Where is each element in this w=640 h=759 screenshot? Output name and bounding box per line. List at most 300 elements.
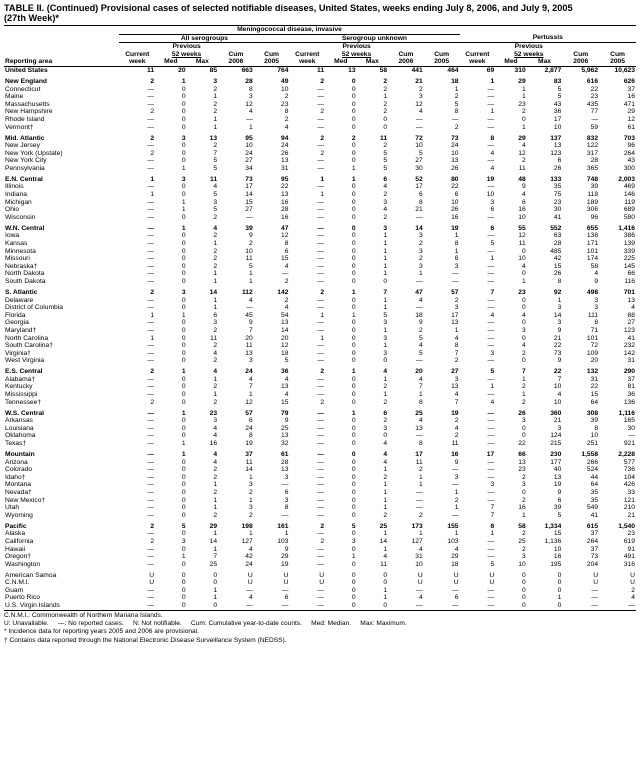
value-cell: 2 — [213, 473, 218, 481]
value-cell: 6 — [383, 409, 388, 417]
value-cell: 8 — [454, 342, 459, 350]
value-cell: — — [487, 458, 495, 466]
value-cell: U — [283, 579, 289, 587]
value-cell: 8 — [454, 108, 459, 116]
value-cell: 41 — [553, 213, 562, 221]
value-cell: 1,334 — [544, 522, 562, 530]
value-cell: 37 — [245, 451, 253, 458]
value-cell: 6 — [213, 311, 218, 319]
table-row — [4, 553, 636, 561]
value-cell: 1,540 — [618, 522, 635, 530]
value-cell: 701 — [623, 288, 635, 296]
value-cell: 2 — [320, 522, 325, 530]
value-cell: 2 — [150, 522, 155, 530]
table-row — [4, 116, 636, 124]
value-cell: 0 — [351, 123, 356, 131]
value-cell: 2 — [213, 511, 218, 519]
value-cell: U — [149, 571, 155, 579]
value-cell: 0 — [351, 432, 356, 440]
value-cell: 24 — [245, 368, 253, 376]
value-cell: — — [317, 488, 325, 496]
value-cell: 17 — [245, 183, 253, 191]
value-cell: 72 — [590, 342, 599, 350]
reporting-area-cell: New England — [5, 77, 47, 85]
table-row — [4, 489, 636, 497]
value-cell: 0 — [181, 262, 186, 270]
value-cell: 10 — [553, 398, 562, 406]
value-cell: 2 — [284, 115, 289, 123]
value-cell: 12 — [518, 149, 526, 157]
value-cell: 0 — [351, 100, 356, 108]
value-cell: 58 — [590, 262, 599, 270]
value-cell: 142 — [623, 349, 635, 357]
value-cell: 2,877 — [544, 66, 562, 74]
reporting-area-cell: Texas† — [5, 440, 27, 448]
table-title — [4, 3, 636, 23]
footnote-nedss: † Contains data reported through the National Electronic Disease Surveillance System (NEDSS). — [4, 636, 287, 644]
footnote-cnmi: C.N.M.I.: Commonwealth of Northern Mariana Islands. — [4, 611, 163, 619]
header-2005: 2005 — [424, 58, 460, 66]
value-cell: 2 — [249, 240, 253, 247]
value-cell: 20 — [178, 66, 186, 74]
value-cell: 0 — [351, 458, 356, 466]
value-cell: 921 — [623, 440, 635, 448]
value-cell: 290 — [623, 368, 635, 376]
disease-table — [4, 25, 636, 611]
table-row — [4, 512, 636, 520]
value-cell: — — [317, 262, 325, 270]
value-cell: 0 — [325, 602, 356, 610]
value-cell: 0 — [351, 149, 356, 157]
value-cell: 66 — [627, 270, 635, 278]
value-cell: 3 — [383, 198, 388, 206]
value-cell: 4 — [249, 594, 253, 602]
value-cell: 4 — [383, 206, 388, 214]
value-cell: 210 — [623, 504, 635, 512]
value-cell: 0 — [181, 398, 186, 406]
value-cell: — — [416, 496, 423, 504]
value-cell: 43 — [553, 100, 562, 108]
value-cell: 0 — [351, 224, 356, 232]
value-cell: U — [489, 571, 495, 579]
reporting-area-cell: Pennsylvania — [5, 164, 45, 172]
value-cell: 0 — [521, 488, 526, 496]
value-cell: 0 — [521, 432, 526, 440]
footnote-provisional: * Incidence data for reporting years 2005 and 2006 are provisional. — [4, 628, 200, 636]
value-cell: — — [119, 602, 155, 610]
value-cell: 0 — [357, 602, 388, 610]
value-cell: 122 — [586, 142, 599, 150]
value-cell: — — [591, 594, 599, 602]
value-cell: 36 — [627, 391, 635, 399]
region-row — [4, 135, 636, 143]
value-cell: 42 — [553, 255, 562, 263]
value-cell: 0 — [351, 304, 356, 312]
table-row — [4, 206, 636, 214]
value-cell: 1 — [181, 451, 186, 458]
table-row — [4, 538, 636, 546]
value-cell: — — [317, 545, 325, 553]
value-cell: 1 — [249, 277, 253, 285]
value-cell: 116 — [624, 277, 635, 285]
table-row — [4, 391, 636, 399]
value-cell: 61 — [627, 123, 635, 131]
value-cell: 52 — [415, 175, 423, 183]
value-cell: 2 — [320, 77, 325, 85]
value-cell: 5 — [557, 511, 562, 519]
header-2005: 2005 — [254, 58, 290, 66]
value-cell: — — [487, 85, 495, 93]
value-cell: — — [317, 304, 325, 312]
value-cell: 1 — [454, 232, 459, 240]
value-cell: 3 — [249, 357, 253, 365]
value-cell: 0 — [181, 93, 186, 101]
value-cell: 0 — [351, 594, 356, 602]
reporting-area-cell: E.N. Central — [5, 175, 43, 183]
reporting-area-cell: Guam — [5, 586, 24, 594]
value-cell: 13 — [451, 319, 459, 327]
value-cell: 24 — [280, 142, 289, 150]
value-cell: 0 — [181, 391, 186, 399]
value-cell: 0 — [521, 579, 526, 587]
value-cell: 27 — [627, 319, 635, 327]
value-cell: 26 — [280, 149, 289, 157]
value-cell: 1 — [249, 496, 253, 504]
value-cell: 2 — [150, 537, 155, 545]
value-cell: 2 — [521, 383, 526, 391]
value-cell: 0 — [351, 277, 356, 285]
value-cell: 0 — [383, 571, 388, 579]
value-cell: 8 — [557, 277, 562, 285]
value-cell: 5 — [419, 334, 423, 342]
value-cell: 13 — [280, 191, 289, 199]
value-cell: — — [416, 586, 423, 594]
value-cell: 11 — [380, 560, 388, 568]
value-cell: 9 — [521, 183, 526, 191]
table-row — [4, 108, 636, 116]
value-cell: 11 — [245, 458, 253, 466]
value-cell: — — [147, 255, 155, 263]
table-row — [4, 214, 636, 222]
value-cell: 0 — [351, 85, 356, 93]
value-cell: 0 — [181, 504, 186, 512]
value-cell: 4 — [249, 545, 253, 553]
value-cell: — — [147, 232, 155, 240]
value-cell: 39 — [590, 417, 599, 425]
value-cell: 64 — [590, 481, 599, 489]
footnote-legend: U: Unavailable. —: No reported cases. N: Not notifiable. Cum: Cumulative year-to-date counts. Med: Median. Max: Maximum. — [4, 620, 407, 628]
value-cell: — — [317, 100, 325, 108]
value-cell: 5 — [213, 191, 218, 199]
value-cell: 386 — [623, 232, 635, 240]
value-cell: 3 — [419, 93, 423, 101]
table-row — [4, 587, 636, 595]
value-cell: — — [147, 594, 155, 602]
value-cell: 165 — [623, 417, 635, 425]
value-cell: 1 — [383, 530, 388, 538]
value-cell: U — [417, 579, 423, 587]
header-max: Max — [357, 58, 388, 66]
table-row — [4, 101, 636, 109]
table-row — [4, 459, 636, 467]
reporting-area-cell: New Hampshire — [5, 108, 53, 116]
value-cell: 0 — [351, 530, 356, 538]
header-previous: Previous — [514, 43, 543, 51]
value-cell: — — [147, 115, 155, 123]
value-cell: 1 — [213, 270, 218, 278]
value-cell: 39 — [553, 504, 562, 512]
value-cell: 1 — [213, 115, 218, 123]
value-cell: 232 — [623, 342, 635, 350]
table-row — [4, 327, 636, 335]
value-cell: 1 — [213, 504, 218, 512]
value-cell: 1 — [490, 255, 495, 263]
reporting-area-cell: S. Atlantic — [5, 288, 38, 296]
value-cell: 15 — [553, 530, 562, 538]
value-cell: 4 — [454, 424, 459, 432]
value-cell: — — [317, 342, 325, 350]
value-cell: 0 — [181, 481, 186, 489]
value-cell: — — [317, 270, 325, 278]
value-cell: 2 — [213, 255, 218, 263]
value-cell: 2 — [249, 511, 253, 519]
value-cell: 2 — [383, 191, 388, 199]
reporting-area-cell: Kentucky — [5, 383, 33, 391]
value-cell: 0 — [181, 594, 186, 602]
value-cell: 1,558 — [581, 451, 599, 458]
value-cell: 0 — [181, 560, 186, 568]
value-cell: 3 — [594, 296, 599, 304]
value-cell: 4 — [249, 296, 253, 304]
value-cell: — — [281, 270, 289, 278]
value-cell: — — [487, 326, 495, 334]
value-cell: 4 — [521, 142, 526, 150]
value-cell: 12 — [518, 232, 526, 240]
value-cell: — — [591, 586, 599, 594]
value-cell: 1 — [284, 530, 289, 538]
value-cell: 12 — [245, 398, 253, 406]
value-cell: 0 — [181, 183, 186, 191]
value-cell: 138 — [586, 232, 599, 240]
value-cell: 1 — [383, 342, 388, 350]
value-cell: — — [317, 594, 325, 602]
value-cell: — — [451, 277, 459, 285]
value-cell: — — [317, 432, 325, 440]
value-cell: 25 — [379, 522, 388, 530]
value-cell: 5 — [383, 311, 388, 319]
value-cell: 1 — [213, 296, 218, 304]
value-cell: 2 — [521, 530, 526, 538]
value-cell: — — [451, 115, 459, 123]
value-cell: 4 — [284, 262, 289, 270]
table-row — [4, 383, 636, 391]
value-cell: 101 — [586, 247, 599, 255]
value-cell: 77 — [590, 108, 599, 116]
value-cell: 7 — [419, 383, 423, 391]
value-cell: 5 — [383, 149, 388, 157]
value-cell: 3 — [594, 304, 599, 312]
value-cell: 1 — [521, 391, 526, 399]
value-cell: — — [147, 511, 155, 519]
value-cell: — — [147, 481, 155, 489]
value-cell: 4 — [284, 304, 289, 312]
value-cell: — — [147, 262, 155, 270]
value-cell: 3 — [213, 77, 218, 85]
value-cell: 21 — [415, 77, 423, 85]
reporting-area-cell: Maine — [5, 93, 24, 101]
value-cell: 1 — [490, 77, 495, 85]
value-cell: 264 — [586, 537, 599, 545]
value-cell: 4 — [490, 149, 495, 157]
reporting-area-cell: New York (Upstate) — [5, 149, 63, 157]
value-cell: 11 — [518, 164, 526, 172]
value-cell: 41 — [627, 334, 635, 342]
value-cell: 19 — [486, 175, 495, 183]
value-cell: 47 — [415, 288, 423, 296]
value-cell: — — [147, 473, 155, 481]
value-cell: 35 — [553, 183, 562, 191]
value-cell: — — [246, 115, 253, 123]
value-cell: 1 — [383, 488, 388, 496]
value-cell: 2 — [383, 511, 388, 519]
value-cell: 9 — [594, 277, 599, 285]
value-cell: 124 — [550, 432, 562, 440]
value-cell: 7 — [383, 288, 388, 296]
value-cell: 95 — [245, 134, 253, 142]
value-cell: 5 — [213, 164, 218, 172]
value-cell: 1 — [213, 586, 218, 594]
header-week: week — [460, 58, 496, 66]
value-cell: 55 — [518, 224, 526, 232]
header-52-weeks: 52 weeks — [514, 50, 544, 58]
value-cell: 0 — [351, 326, 356, 334]
value-cell: — — [147, 466, 155, 474]
value-cell: 1 — [181, 311, 186, 319]
value-cell: 103 — [277, 537, 289, 545]
reporting-area-cell: Arkansas — [5, 417, 33, 425]
region-row — [4, 368, 636, 376]
value-cell: 1 — [181, 440, 186, 448]
header-med: Med — [325, 58, 356, 66]
value-cell: — — [147, 164, 155, 172]
region-row — [4, 523, 636, 531]
value-cell: — — [487, 100, 495, 108]
value-cell: 3 — [383, 334, 388, 342]
value-cell: — — [317, 183, 325, 191]
header-week: week — [119, 58, 155, 66]
value-cell: 4 — [521, 191, 526, 199]
value-cell: 3 — [521, 481, 526, 489]
value-cell: 0 — [213, 579, 218, 587]
value-cell: 0 — [521, 586, 526, 594]
value-cell: 4 — [490, 398, 495, 406]
value-cell: — — [487, 488, 495, 496]
value-cell: 577 — [623, 458, 635, 466]
value-cell: 1 — [150, 191, 155, 199]
value-cell: — — [317, 326, 325, 334]
value-cell: 491 — [623, 553, 635, 561]
value-cell: 72 — [415, 134, 423, 142]
value-cell: — — [487, 157, 495, 165]
value-cell: 9 — [249, 232, 253, 240]
value-cell: 4 — [521, 311, 526, 319]
value-cell: 0 — [181, 319, 186, 327]
value-cell: 0 — [383, 579, 388, 587]
reporting-area-cell: Oklahoma — [5, 432, 36, 440]
value-cell: 215 — [550, 440, 562, 448]
value-cell: 0 — [181, 571, 186, 579]
header-max: Max — [187, 58, 218, 66]
value-cell: 14 — [209, 537, 218, 545]
value-cell: 41 — [590, 511, 599, 519]
value-cell: 1,136 — [544, 537, 562, 545]
value-cell: 8 — [419, 440, 423, 448]
value-cell: 2 — [284, 296, 289, 304]
value-cell: 26 — [553, 270, 562, 278]
value-cell: 14 — [209, 288, 218, 296]
reporting-area-cell: U.S. Virgin Islands — [4, 602, 119, 610]
value-cell: 11 — [245, 342, 253, 350]
value-cell: — — [317, 375, 325, 383]
value-cell: — — [317, 440, 325, 448]
reporting-area-cell: Indiana — [5, 191, 27, 199]
value-cell: 0 — [181, 545, 186, 553]
header-52-weeks: 52 weeks — [171, 50, 202, 58]
value-cell: — — [147, 504, 155, 512]
value-cell: 16 — [209, 440, 218, 448]
value-cell: 10 — [486, 191, 495, 199]
header-52-weeks: 52 weeks — [341, 50, 372, 58]
value-cell: 1 — [454, 504, 459, 512]
value-cell: 37 — [590, 545, 599, 553]
reporting-area-cell: Utah — [5, 504, 20, 512]
value-cell: — — [317, 164, 325, 172]
value-cell: 54 — [280, 311, 289, 319]
table-row — [4, 432, 636, 440]
value-cell: 1 — [213, 481, 218, 489]
value-cell: 3 — [521, 553, 526, 561]
value-cell: U — [149, 579, 155, 587]
value-cell: 85 — [209, 66, 218, 74]
value-cell: 0 — [213, 571, 218, 579]
value-cell: 22 — [553, 368, 562, 376]
value-cell: 26 — [451, 164, 459, 172]
table-row — [4, 199, 636, 207]
value-cell: 6 — [490, 206, 495, 214]
value-cell: 18 — [451, 560, 459, 568]
value-cell: 17 — [415, 183, 423, 191]
value-cell: 37 — [627, 375, 635, 383]
table-row — [4, 579, 636, 587]
value-cell: 552 — [550, 224, 562, 232]
reporting-area-cell: Virginia† — [5, 349, 31, 357]
value-cell: 0 — [521, 115, 526, 123]
value-cell: 136 — [623, 398, 635, 406]
table-row — [4, 278, 636, 286]
value-cell: 14 — [553, 311, 562, 319]
value-cell: 2 — [213, 342, 218, 350]
value-cell: 13 — [451, 383, 459, 391]
value-cell: — — [147, 496, 155, 504]
value-cell: 8 — [594, 424, 599, 432]
value-cell: 6 — [284, 594, 289, 602]
value-cell: — — [317, 424, 325, 432]
value-cell: 2 — [454, 417, 459, 425]
table-row — [4, 150, 636, 158]
value-cell: 45 — [245, 311, 253, 319]
value-cell: 28 — [280, 206, 289, 214]
value-cell: — — [317, 123, 325, 131]
